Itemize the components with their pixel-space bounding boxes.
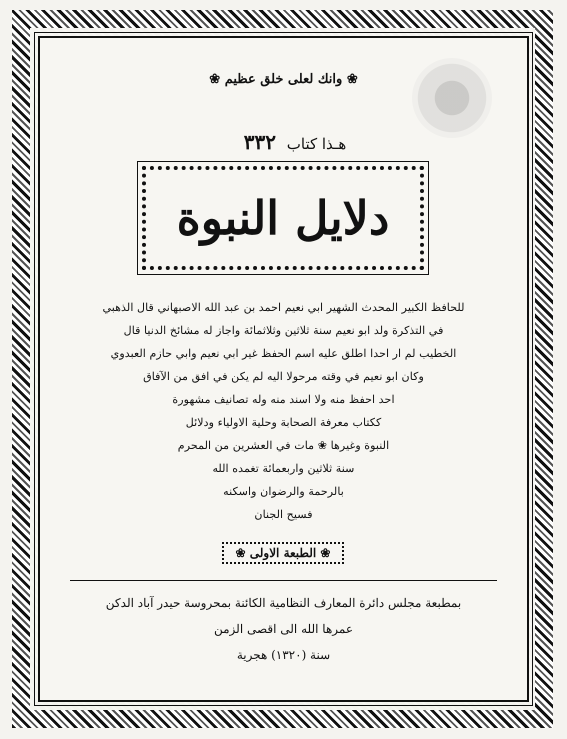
bio-line: في التذكرة ولد ابو نعيم سنة ثلاثين وثلاثمائة واجاز له مشائخ الدنيا قال xyxy=(123,324,444,337)
bio-line: احد احفظ منه ولا اسند منه وله تصانيف مشهورة xyxy=(172,393,395,406)
bio-line: ككتاب معرفة الصحابة وحلية الاولياء ودلائل xyxy=(185,416,382,429)
bio-line: بالرحمة والرضوان واسكنه xyxy=(223,485,344,498)
catalog-label: هـذا كتاب xyxy=(286,135,347,153)
bio-line: النبوة وغيرها ❀ مات في العشرين من المحرم xyxy=(177,439,390,452)
library-stamp xyxy=(412,58,492,138)
bio-line: الخطيب لم ار احدا اطلق عليه اسم الحفظ غير ابي نعيم وابي حازم العبدوي xyxy=(110,347,457,360)
bio-line: سنة ثلاثين واربعمائة تغمده الله xyxy=(212,462,355,475)
catalog-value: ٣٣٢ xyxy=(243,130,276,154)
bio-line: للحافظ الكبير المحدث الشهير ابي نعيم احمد بن عبد الله الاصبهاني قال الذهبي xyxy=(102,301,465,314)
catalog-number xyxy=(150,130,440,154)
imprint-line: سنة (١٣٢٠) هجرية xyxy=(236,648,331,662)
edition-label: ❀ الطبعة الاولى ❀ xyxy=(222,542,344,564)
publisher-imprint xyxy=(40,590,527,668)
quranic-motto: ❀ وانك لعلى خلق عظيم ❀ xyxy=(209,72,358,87)
divider xyxy=(70,580,497,581)
author-biography xyxy=(40,296,527,526)
imprint-line: بمطبعة مجلس دائرة المعارف النظامية الكائنة بمحروسة حيدر آباد الدكن xyxy=(105,596,462,610)
bio-line: وكان ابو نعيم في وقته مرحولا اليه لم يكن في افق من الآفاق xyxy=(143,370,424,383)
imprint-line: عمرها الله الى اقصى الزمن xyxy=(213,622,353,636)
book-title: دلايل النبوة xyxy=(176,191,390,245)
bio-line: فسيح الجنان xyxy=(254,508,313,521)
title-box xyxy=(142,166,424,270)
